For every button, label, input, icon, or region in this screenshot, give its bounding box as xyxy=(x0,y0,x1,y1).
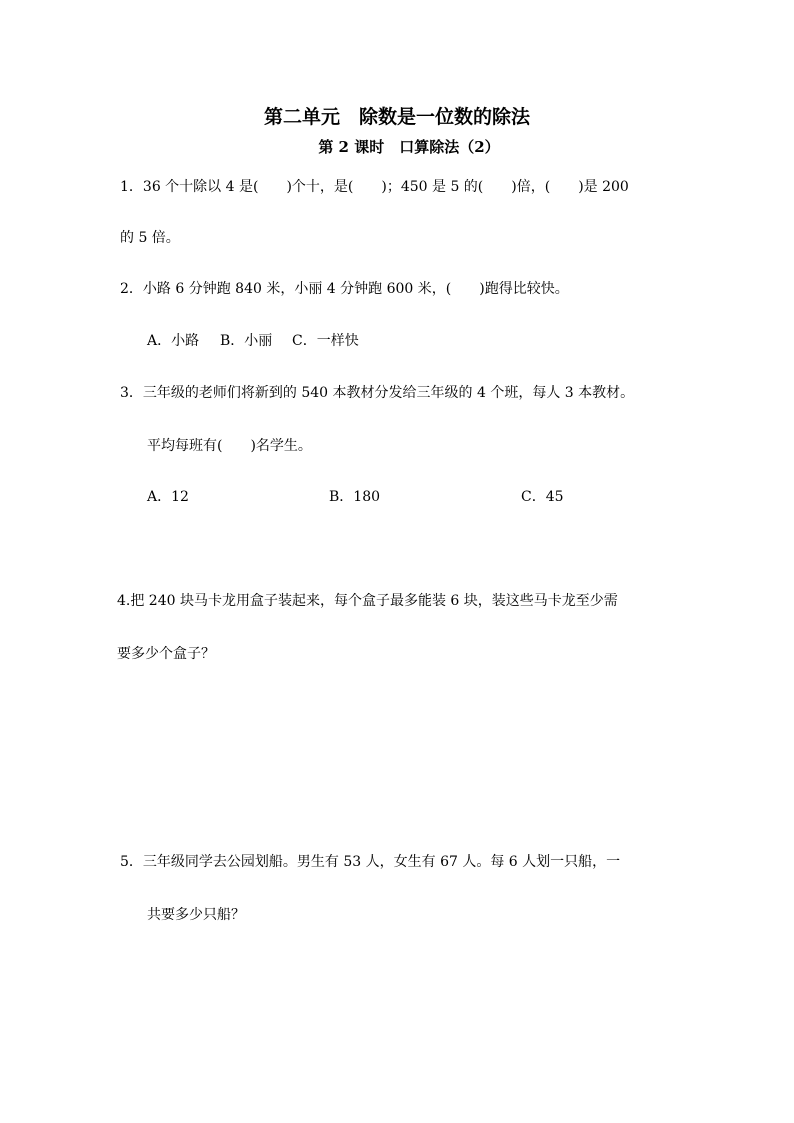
question-3-option-b: B．180 xyxy=(329,489,381,505)
question-2-option-c: C．一样快 xyxy=(292,333,359,349)
question-2-option-a: A．小路 xyxy=(147,333,200,349)
question-1-line-2: 的 5 倍。 xyxy=(120,230,180,246)
question-4-line-1: 4.把 240 块马卡龙用盒子装起来，每个盒子最多能装 6 块，装这些马卡龙至少需 xyxy=(117,593,618,609)
page-title: 第二单元 除数是一位数的除法 xyxy=(263,106,530,128)
question-2-option-b: B．小丽 xyxy=(220,333,273,349)
lesson-subtitle: 第 2 课时 口算除法（2） xyxy=(318,138,500,156)
question-5-line-2: 共要多少只船？ xyxy=(147,907,245,923)
question-1-line-1: 1．36 个十除以 4 是( )个十，是( )；450 是 5 的( )倍，( )是 200 xyxy=(120,179,629,195)
question-3-option-a: A．12 xyxy=(147,489,189,505)
question-2-line-1: 2．小路 6 分钟跑 840 米，小丽 4 分钟跑 600 米，( )跑得比较快。 xyxy=(120,281,569,297)
question-5-line-1: 5．三年级同学去公园划船。男生有 53 人，女生有 67 人。每 6 人划一只船，一 xyxy=(120,854,621,870)
question-3-option-c: C．45 xyxy=(521,489,564,505)
question-4-line-2: 要多少个盒子？ xyxy=(117,646,215,662)
question-3-line-1: 3．三年级的老师们将新到的 540 本教材分发给三年级的 4 个班，每人 3 本教材。 xyxy=(120,385,635,401)
question-3-line-2: 平均每班有( )名学生。 xyxy=(147,438,312,454)
